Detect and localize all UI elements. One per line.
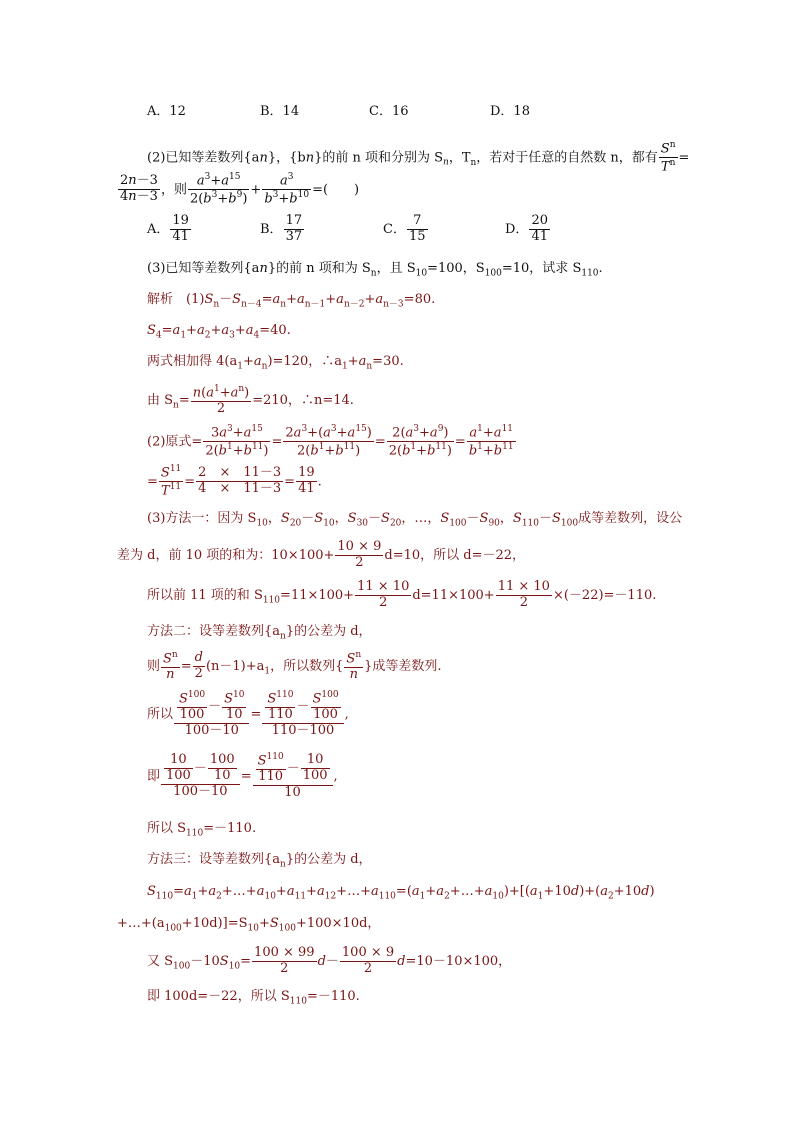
method3-line-1: $S_{110}=a_1+a_2+\dots+a_{10}+a_{11}+a_{12}+\dots+a_{110}=(a_1+a_2+\dots+a_{10})+[(a_1+10d)+(a_2+10d)$	[147, 884, 655, 902]
question2-stem: (2)已知等差数列{an}，{bn}的前 n 项和分别为 $S_n$，$T_n$，若对于任意的自然数 n，都有 $\frac{S^n}{T^n}$ =	[147, 140, 690, 175]
solution-line-6: = $\frac{S^{11}}{T^{11}}$ = $\frac{2 \times 11-3}{4 \times 11-3}$ = $\frac{19}{41}$ .	[147, 464, 322, 499]
solution-line-7: (3)方法一：因为 $S_{10}$，$S_{20}-S_{10}$，$S_{30}-S_{20}$，…，$S_{100}-S_{90}$，$S_{110}-S_{100}$成等差数列，设公	[147, 511, 683, 529]
solution-line-8: 差为 d，前 10 项的和为：10×100+ $\frac{10 \times 9}{2}$ d=10，所以 d=－22，	[117, 539, 526, 570]
option-a: A． $\frac{19}{41}$	[147, 213, 189, 244]
method2-line-3: 即 $\frac{10}{100}$ － $\frac{100}{10}$ 100－10 = $\frac{S^{110}}{110}$ － $\frac{10}{100}$ 10 ,	[147, 752, 338, 801]
method2-line-1: 则 $\frac{S^n}{n}$ = $\frac{d}{2}$ $(n-1)+a_1$，所以数列{ $\frac{S^n}{n}$ }成等差数列.	[147, 650, 442, 683]
method2-line-4: 所以 $S_{110}=-110$.	[147, 821, 257, 839]
option-d: D． $\frac{20}{41}$	[505, 213, 548, 244]
option-b: B．14	[260, 104, 300, 119]
solution-line-9: 所以前 11 项的和 $S_{110}=11\times 100+$ $\frac{11 \times 10}{2}$ d=11×100+ $\frac{11 \times 10}{2}$ ×(－22)=－110.	[147, 579, 657, 610]
question3-stem: (3)已知等差数列{an}的前 n 项和为 $S_n$，且 $S_{10}=100$，$S_{100}=10$，试求 $S_{110}$.	[147, 261, 603, 279]
solution-line-3: 两式相加得 $4(a_1+a_n)=120$，$\therefore a_1+a_n=30$.	[147, 354, 404, 372]
solution-line-5: (2)原式= $\frac{3a^3+a^{15}}{2(b^1+b^{11})}$ = $\frac{2a^3+(a^3+a^{15})}{2(b^1+b^{11})}$ = $\frac{2(a^3+a^9)}{2(b^1+b^{11})}$ = $\frac{a^1+a^{11}}{b^1+b^{11}}$	[147, 424, 514, 459]
option-c: C． $\frac{7}{15}$	[383, 213, 426, 244]
option-c: C．16	[369, 104, 409, 119]
method2-line-2: 所以 $\frac{S^{100}}{100}$ － $\frac{S^{10}}{10}$ 100－10 = $\frac{S^{110}}{110}$ － $\frac{S^{100}}{100}$ 110－100 ,	[147, 690, 349, 739]
option-b: B． $\frac{17}{37}$	[260, 213, 303, 244]
question2-expression: $\frac{2n-3}{4n-3}$ ，则 $\frac{a^3+a^{15}}{2(b^3+b^9)}$ + $\frac{a^3}{b^3+b^{10}}$ =( )	[120, 172, 360, 207]
option-a: A．12	[147, 104, 186, 119]
method3-line-4: 即 100d=－22，所以 $S_{110}=-110$.	[147, 989, 360, 1007]
method3-title: 方法三：设等差数列$\{a_n\}$的公差为 d，	[147, 852, 372, 870]
solution-line-1: 解析 $(1)S_n-S_{n-4}=a_n+a_{n-1}+a_{n-2}+a_{n-3}=80$.	[147, 292, 436, 310]
solution-line-4: 由 $S_n=$ $\frac{n(a^1+a^n)}{2}$ =210，∴n=14.	[147, 384, 354, 417]
option-d: D．18	[490, 104, 530, 119]
solution-line-2: $S_4=a_1+a_2+a_3+a_4=40$.	[147, 323, 291, 341]
method3-line-3: 又 $S_{100}-10S_{10}=$ $\frac{100 \times 99}{2}$ d－ $\frac{100 \times 9}{2}$ d=10－10×100，	[147, 945, 512, 976]
method3-line-2: $+\dots+(a_{100}+10d)]=S_{10}+S_{100}+100\times 10d$，	[117, 916, 381, 934]
solution-label: 解析	[147, 292, 174, 307]
method2-title: 方法二：设等差数列$\{a_n\}$的公差为 d，	[147, 624, 372, 642]
